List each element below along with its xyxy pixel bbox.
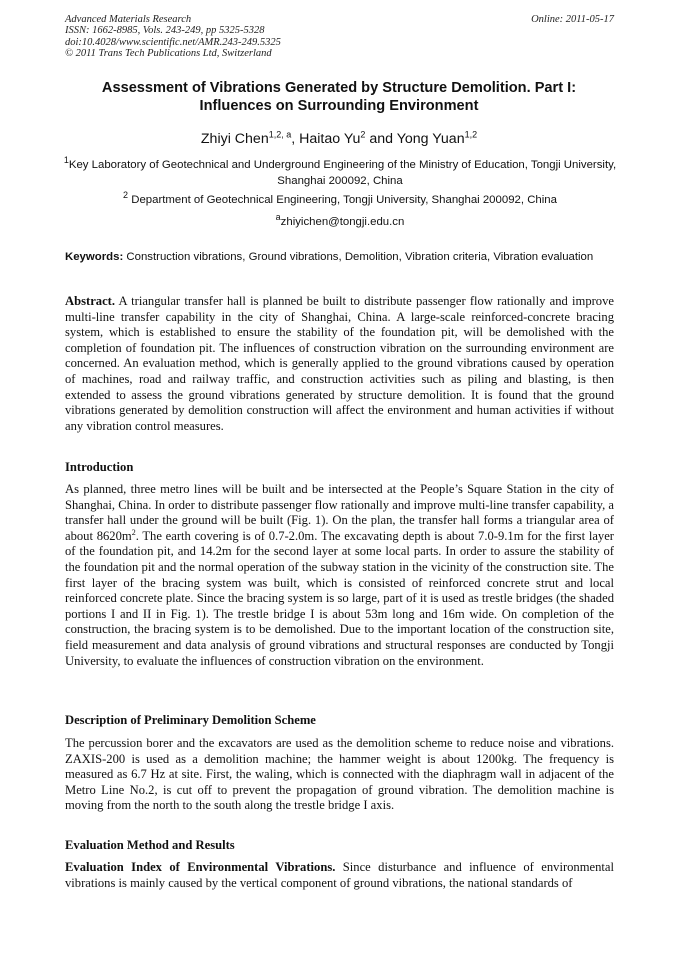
author-1-affil: 1,2, a xyxy=(268,129,292,140)
affiliation-1-mark: 1 xyxy=(63,155,69,166)
demolition-paragraph: The percussion borer and the excavators are used as the demolition scheme to reduce noise and vibrations. ZAXIS-200 is used as a demolition machine; the hammer weight is about 1200kg. The frequency is measured as 6.7 Hz at site. First, the waling, which is connected with the diaphragm wall in adjacent of the Metro Line No.2, is cut off to prevent the propagation of ground vibration. The demolition machine is moving from the north to the south along the trestle bridge I axis. xyxy=(65,736,614,813)
evaluation-text: Since disturbance and influence of environmental vibrations is mainly caused by the vertical component of ground vibrations, the national standards of xyxy=(65,860,615,890)
evaluation-subheading: Evaluation Index of Environmental Vibrations. xyxy=(65,860,336,874)
affiliation-2 xyxy=(62,192,618,208)
copyright-line: © 2011 Trans Tech Publications Ltd, Switzerland xyxy=(65,48,272,60)
journal-header xyxy=(65,14,465,60)
abstract-text: A triangular transfer hall is planned be built to distribute passenger flow rationally and improve multi-line transfer capability in the city of Shanghai, China. A large-scale reinforced-concrete bracing system, which is established to ensure the stability of the foundation pit, will be demolished with the completion of foundation pit. The influences of construction vibration on the surrounding environment are concerned. An evaluation method, which is generally applied to the ground vibrations caused by operation of machines, road and railway traffic, and construction activities such as piling and blasting, is then extended to assess the ground vibrations generated by structure demolition. It is found that the ground vibrations generated by demolition construction will affect the environment and human activities if without any vibration control measures. xyxy=(65,294,614,433)
doi-line[interactable]: doi:10.4028/www.scientific.net/AMR.243-249.5325 xyxy=(65,36,281,48)
title-line-1: Assessment of Vibrations Generated by Structure Demolition. Part I: xyxy=(101,80,577,96)
affiliation-1 xyxy=(62,157,618,189)
issn-line: ISSN: 1662-8985, Vols. 243-249, pp 5325-5328 xyxy=(65,25,265,37)
email-mark: a xyxy=(275,212,281,223)
abstract-label: Abstract. xyxy=(65,294,116,308)
section-heading-demolition: Description of Preliminary Demolition Scheme xyxy=(65,713,316,727)
author-list xyxy=(60,130,618,148)
introduction-text-b: . The earth covering is of 0.7-2.0m. The excavating depth is about 7.0-9.1m for the first layer of the foundation pit, and 14.2m for the second layer at some local parts. In order to assure the stability of the foundation pit and the normal operation of the subway station in the vicinity of the construction site. The first layer of the bracing system was built, which is consisted of reinforced concrete strut and local reinforced concrete plate. Since the bracing system is so large, part of it is used as trestle bridges (the shaded portions I and II in Fig. 1). The trestle bridge I is about 53m long and 16m wide. On completion of the construction, the bracing system is to be demolished. Due to the important location of the construction site, field measurement and data analysis of ground vibrations and structural responses are conducted by Tongji University, to evaluate the influences of construction vibration on the environment. xyxy=(65,528,614,668)
keywords xyxy=(65,251,614,264)
introduction-paragraph xyxy=(65,482,614,669)
author-2: , Haitao Yu xyxy=(291,131,361,147)
keywords-label: Keywords: xyxy=(65,251,124,263)
paper-title xyxy=(60,79,618,115)
affiliation-2-text: Department of Geotechnical Engineering, Tongji University, Shanghai 200092, China xyxy=(128,194,557,206)
author-3-affil: 1,2 xyxy=(464,129,478,140)
evaluation-paragraph xyxy=(65,860,614,891)
online-date: Online: 2011-05-17 xyxy=(531,14,614,25)
title-line-2: Influences on Surrounding Environment xyxy=(199,98,479,114)
author-2-affil: 2 xyxy=(360,129,366,140)
author-3: and Yong Yuan xyxy=(365,131,465,147)
affiliation-2-mark: 2 xyxy=(123,190,129,201)
section-heading-evaluation: Evaluation Method and Results xyxy=(65,838,235,852)
affiliation-1-text: Key Laboratory of Geotechnical and Underground Engineering of the Ministry of Education, Tongji University, Shanghai 200092, China xyxy=(68,159,617,187)
email-address[interactable]: zhiyichen@tongji.edu.cn xyxy=(280,216,405,228)
abstract xyxy=(65,294,614,434)
author-email xyxy=(62,214,618,230)
author-1: Zhiyi Chen xyxy=(200,131,269,147)
keywords-text: Construction vibrations, Ground vibrations, Demolition, Vibration criteria, Vibration evaluation xyxy=(123,251,594,263)
area-superscript: 2 xyxy=(131,527,136,537)
section-heading-introduction: Introduction xyxy=(65,460,134,474)
journal-name: Advanced Materials Research xyxy=(65,14,192,25)
introduction-text-a: As planned, three metro lines will be built and be intersected at the People’s Square Station in the city of Shanghai, China. In order to distribute passenger flow rationally and improve multi-line transfer capability, a transfer hall under the ground will be built (Fig. 1). On the plan, the transfer hall forms a triangular area of about 8620m xyxy=(65,482,614,543)
